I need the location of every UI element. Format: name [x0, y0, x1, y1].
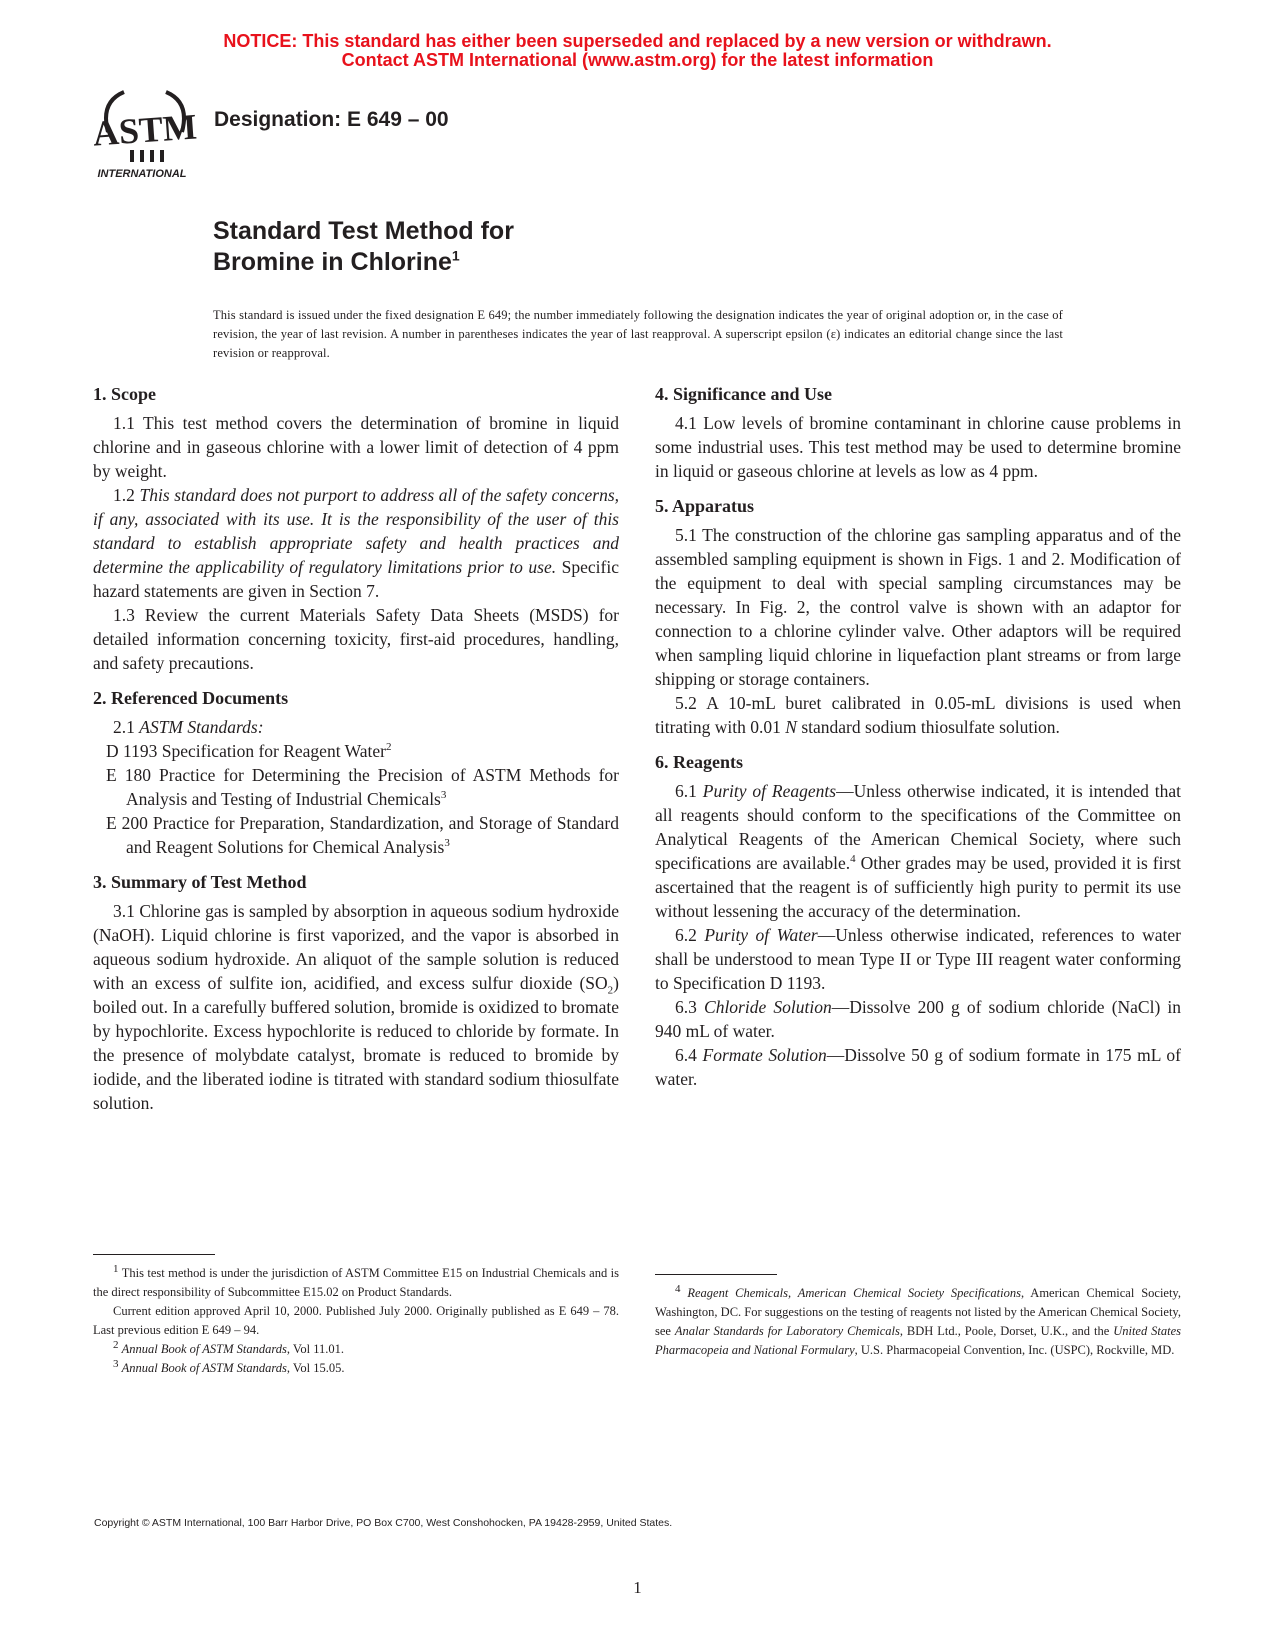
footnote-4: $^4$ Reagent Chemicals, American Chemical Society Specifications, American Chemical Society, Washington, DC. For suggestions on the testing of reagents not listed by the American Chemical Society, see Analar Standards for Laboratory Chemicals, BDH Ltd., Poole, Dorset, U.K., and the United States Pharmacopeia and National Formulary, U.S. Pharmacopeial Convention, Inc. (USPC), Rockville, MD.	[655, 1282, 1181, 1357]
title-line-2: Bromine in Chlorine	[213, 248, 452, 276]
logo-text: ASTM	[91, 106, 199, 154]
intro-paragraph: This standard is issued under the fixed designation E 649; the number immediately following the designation indicates the year of original adoption or, in the case of revision, the year of last revision. A number in parentheses indicates the year of last reapproval. A superscript epsilon (ε) indicates an editorial change since the last revision or reapproval.	[213, 308, 1063, 360]
footnote-1: $^1$ This test method is under the jurisdiction of ASTM Committee E15 on Industrial Chemicals and is the direct responsibility of Subcommittee E15.02 on Product Standards.	[93, 1262, 619, 1299]
footnote-3: $^3$ Annual Book of ASTM Standards, Vol 15.05.	[113, 1357, 345, 1375]
section-6-heading: 6. Reagents	[655, 752, 743, 772]
left-column	[93, 382, 619, 1115]
para-6-1: 6.1 Purity of Reagents—Unless otherwise indicated, it is intended that all reagents should conform to the specifications of the Committee on Analytical Reagents of the American Chemical Society, where such specifications are available.$^4$ Other grades may be used, provided it is first ascertained that the reagent is of sufficiently high purity to permit its use without lessening the accuracy of the determination.	[655, 781, 1181, 921]
right-column	[655, 382, 1181, 1091]
copyright-notice: Copyright © ASTM International, 100 Barr Harbor Drive, PO Box C700, West Conshohocken, PA 19428-2959, United States.	[94, 1517, 673, 1529]
page-number: 1	[633, 1578, 642, 1597]
para-1-3: 1.3 Review the current Materials Safety Data Sheets (MSDS) for detailed information concerning toxicity, first-aid procedures, handling, and safety precautions.	[93, 605, 619, 673]
astm-logo	[90, 82, 200, 182]
section-4-heading: 4. Significance and Use	[655, 384, 833, 404]
footnote-rule-left	[93, 1254, 215, 1255]
ref-e200: E 200 Practice for Preparation, Standardization, and Storage of Standard and Reagent Solutions for Chemical Analysis$^3$	[106, 813, 619, 857]
logo-subtext: INTERNATIONAL	[97, 168, 187, 180]
title-line-1: Standard Test Method for	[213, 217, 514, 245]
footnote-2: $^2$ Annual Book of ASTM Standards, Vol 11.01.	[113, 1338, 344, 1356]
para-1-2: 1.2 This standard does not purport to address all of the safety concerns, if any, associated with its use. It is the responsibility of the user of this standard to establish appropriate safety and health practices and determine the applicability of regulatory limitations prior to use. Specific hazard statements are given in Section 7.	[93, 485, 620, 601]
ref-d1193: D 1193 Specification for Reagent Water$^2$	[106, 741, 392, 761]
para-3-1: 3.1 Chlorine gas is sampled by absorption in aqueous sodium hydroxide (NaOH). Liquid chlorine is first vaporized, and the vapor is absorbed in aqueous sodium hydroxide. An aliquot of the sample solution is reduced with an excess of sulfite ion, acidified, and excess sulfur dioxide $(SO_2)$ boiled out. In a carefully buffered solution, bromide is oxidized to bromate by hypochlorite. Excess hypochlorite is reduced to chloride by formate. In the presence of molybdate catalyst, bromate is reduced to bromide by iodide, and the liberated iodine is titrated with standard sodium thiosulfate solution.	[93, 901, 619, 1113]
section-5-heading: 5. Apparatus	[655, 496, 755, 516]
footnotes-right	[655, 1284, 1181, 1360]
designation: Designation: E 649 – 00	[214, 108, 449, 131]
section-3-heading: 3. Summary of Test Method	[93, 872, 307, 892]
notice-banner	[0, 32, 1275, 70]
para-5-2: 5.2 A 10-mL buret calibrated in 0.05-mL divisions is used when titrating with 0.01 N standard sodium thiosulfate solution.	[655, 693, 1181, 737]
para-6-3: 6.3 Chloride Solution—Dissolve 200 g of sodium chloride (NaCl) in 940 mL of water.	[655, 997, 1182, 1041]
title-footnote-ref: 1	[451, 247, 460, 264]
notice-line-1: NOTICE: This standard has either been superseded and replaced by a new version or withdrawn.	[223, 31, 1052, 51]
para-2-1: 2.1 ASTM Standards:	[113, 717, 264, 737]
para-5-1: 5.1 The construction of the chlorine gas sampling apparatus and of the assembled sampling equipment is shown in Figs. 1 and 2. Modification of the equipment to deal with special sampling circumstances may be necessary. In Fig. 2, the control valve is shown with an adaptor for connection to a chlorine cylinder valve. Other adaptors will be required when sampling liquid chlorine in liquefaction plant streams or from large shipping or storage containers.	[655, 525, 1181, 689]
document-title	[213, 216, 514, 278]
section-1-heading: 1. Scope	[93, 384, 156, 404]
footnotes-left	[93, 1264, 619, 1378]
para-4-1: 4.1 Low levels of bromine contaminant in chlorine cause problems in some industrial uses. This test method may be used to determine bromine in liquid or gaseous chlorine at levels as low as 4 ppm.	[655, 413, 1181, 481]
para-1-1: 1.1 This test method covers the determination of bromine in liquid chlorine and in gaseous chlorine with a lower limit of detection of 4 ppm by weight.	[93, 413, 619, 481]
section-2-heading: 2. Referenced Documents	[93, 688, 289, 708]
para-6-2: 6.2 Purity of Water—Unless otherwise indicated, references to water shall be understood to mean Type II or Type III reagent water conforming to Specification D 1193.	[655, 925, 1182, 993]
footnote-1-edition: Current edition approved April 10, 2000. Published July 2000. Originally published as E 649 – 78. Last previous edition E 649 – 94.	[93, 1304, 619, 1337]
ref-e180: E 180 Practice for Determining the Precision of ASTM Methods for Analysis and Testing of Industrial Chemicals$^3$	[106, 765, 619, 809]
footnote-rule-right	[655, 1274, 777, 1275]
para-6-4: 6.4 Formate Solution—Dissolve 50 g of sodium formate in 175 mL of water.	[655, 1045, 1182, 1089]
notice-line-2: Contact ASTM International (www.astm.org) for the latest information	[341, 50, 934, 70]
